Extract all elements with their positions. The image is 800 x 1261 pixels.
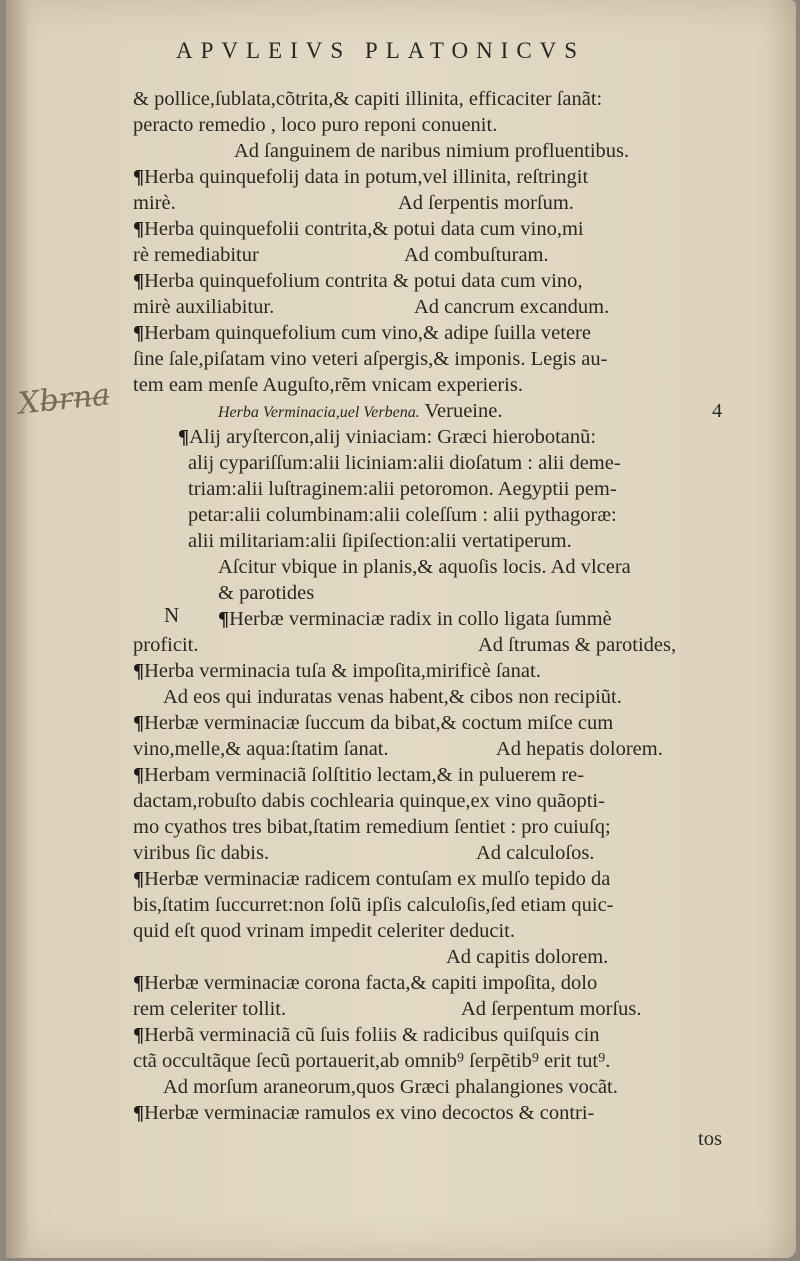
- line-text: Herba quinquefolij data in potum,vel illinita, reſtringit: [144, 166, 589, 188]
- section-heading: Ad ſerpentis morſum.: [398, 192, 574, 214]
- text-line: [446, 944, 608, 970]
- line-text: Ad eos qui induratas venas habent,& cibos non recipiũt.: [163, 686, 622, 708]
- margin-annotation-handwritten: Xb̶r̶n̶a̶: [16, 377, 112, 422]
- line-text: Aſcitur vbique in planis,& aquoſis locis. Ad vlcera: [218, 556, 631, 578]
- line-text: petar:alii columbinam:alii coleſſum : alii pythagoræ:: [188, 504, 617, 526]
- line-text: Ad morſum araneorum,quos Græci phalangiones vocãt.: [163, 1076, 618, 1098]
- line-text: Alij aryſtercon,alij viniaciam: Græci hierobotanũ:: [189, 426, 597, 448]
- line-text: & parotides: [218, 582, 315, 604]
- line-text: vino,melle,& aqua:ſtatim ſanat.: [133, 738, 389, 760]
- paragraph-mark: ¶: [133, 1024, 145, 1046]
- running-header: APVLEIVS PLATONICVS: [176, 38, 586, 63]
- text-line: [133, 762, 584, 788]
- paragraph-mark: ¶: [133, 712, 145, 734]
- line-text: ctã occultãque ſecũ portauerit,ab omnib⁹ ſerpẽtib⁹ erit tut⁹.: [133, 1050, 611, 1072]
- paragraph-mark: ¶: [178, 426, 190, 448]
- text-line: [218, 398, 502, 424]
- text-line: [163, 1074, 618, 1100]
- text-line: [133, 710, 613, 736]
- line-text: Herba quinquefolium contrita & potui data cum vino,: [144, 270, 583, 292]
- text-line: [133, 216, 584, 242]
- section-heading: Ad hepatis dolorem.: [496, 738, 663, 760]
- section-heading: Ad combuſturam.: [404, 244, 549, 266]
- line-text: Herbæ verminaciæ corona facta,& capiti impoſita, dolo: [144, 972, 598, 994]
- paragraph-mark: ¶: [133, 868, 145, 890]
- text-line: [133, 632, 198, 658]
- line-text: Herba verminacia tuſa & impoſita,mirificè ſanat.: [144, 660, 541, 682]
- line-text: & pollice,ſublata,cõtrita,& capiti illinita, efficaciter ſanãt:: [133, 88, 603, 110]
- line-text: bis,ſtatim ſuccurret:non ſolũ ipſis calculoſis,ſed etiam quic-: [133, 894, 614, 916]
- line-text: Herbæ verminaciæ radicem contuſam ex mulſo tepido da: [144, 868, 611, 890]
- line-text: Herbæ verminaciæ radix in collo ligata ſummè: [229, 608, 612, 630]
- text-line: [133, 970, 597, 996]
- line-text: mirè.: [133, 192, 176, 214]
- text-line: [133, 190, 176, 216]
- text-line: [133, 918, 515, 944]
- text-line: [133, 996, 286, 1022]
- paragraph-mark: ¶: [218, 608, 230, 630]
- line-text: alii militariam:alii ſipiſection:alii vertatiperum.: [188, 530, 572, 552]
- line-text: tem eam menſe Auguſto,rẽm vnicam experieris.: [133, 374, 523, 396]
- line-text: rem celeriter tollit.: [133, 998, 287, 1020]
- text-line: [218, 554, 631, 580]
- text-line: [188, 528, 572, 554]
- line-text: Ad ſanguinem de naribus nimium profluentibus.: [234, 140, 630, 162]
- paragraph-mark: ¶: [133, 660, 145, 682]
- line-text: proficit.: [133, 634, 199, 656]
- text-line: [133, 294, 274, 320]
- margin-note: N: [164, 603, 180, 627]
- line-text: Herbam verminaciã ſolſtitio lectam,& in puluerem re-: [144, 764, 585, 786]
- text-line: [188, 502, 617, 528]
- text-line: [133, 658, 541, 684]
- line-text: alij cypariſſum:alii liciniam:alii dioſatum : alii deme-: [188, 452, 621, 474]
- text-line: [698, 1126, 722, 1152]
- line-text: Herbæ verminaciæ ſuccum da bibat,& coctum miſce cum: [144, 712, 614, 734]
- line-text: mirè auxiliabitur.: [133, 296, 275, 318]
- section-heading: Ad calculoſos.: [476, 842, 595, 864]
- line-text: tos: [698, 1128, 722, 1150]
- line-text: mo cyathos tres bibat,ſtatim remedium ſentiet : pro cuiuſq;: [133, 816, 611, 838]
- text-line: [133, 86, 602, 112]
- section-heading: Ad cancrum excandum.: [414, 296, 610, 318]
- text-line: [234, 138, 629, 164]
- text-line: [133, 814, 611, 840]
- section-number: 4: [712, 400, 723, 422]
- text-line: [133, 242, 259, 268]
- page-gutter: [6, 0, 28, 1258]
- text-line: [188, 476, 617, 502]
- line-text: triam:alii luſtraginem:alii petoromon. Aegyptii pem-: [188, 478, 617, 500]
- paragraph-mark: ¶: [133, 972, 145, 994]
- section-heading: Ad ſtrumas & parotides,: [478, 634, 677, 656]
- text-line: [133, 346, 607, 372]
- text-line: [133, 268, 582, 294]
- line-text: rè remediabitur: [133, 244, 259, 266]
- line-text: quid eſt quod vrinam impedit celeriter deducit.: [133, 920, 515, 942]
- line-text: Ad capitis dolorem.: [446, 946, 609, 968]
- text-line: [178, 424, 596, 450]
- paragraph-mark: ¶: [133, 764, 145, 786]
- text-line: [133, 1022, 600, 1048]
- text-line: [188, 450, 621, 476]
- line-text: peracto remedio , loco puro reponi conuenit.: [133, 114, 498, 136]
- text-line: [133, 788, 605, 814]
- line-text: dactam,robuſto dabis cochlearia quinque,ex vino quãopti-: [133, 790, 605, 812]
- text-line: [163, 684, 622, 710]
- text-line: [133, 840, 269, 866]
- text-line: [133, 164, 588, 190]
- section-title: Herba Verminacia,uel Verbena.: [218, 404, 420, 421]
- text-line: [133, 866, 610, 892]
- paragraph-mark: ¶: [133, 322, 145, 344]
- text-line: [133, 372, 523, 398]
- paragraph-mark: ¶: [133, 218, 145, 240]
- line-text: Herbã verminaciã cũ ſuis foliis & radicibus quiſquis cin: [144, 1024, 600, 1046]
- book-page: [6, 0, 796, 1258]
- text-line: [133, 320, 591, 346]
- line-text: viribus ſic dabis.: [133, 842, 270, 864]
- line-text: Herbam quinquefolium cum vino,& adipe ſuilla vetere: [144, 322, 591, 344]
- line-text: Herbæ verminaciæ ramulos ex vino decoctos & contri-: [144, 1102, 595, 1124]
- line-text: Verueine.: [419, 400, 503, 422]
- text-line: [218, 606, 612, 632]
- text-line: [133, 112, 497, 138]
- text-line: [133, 1048, 610, 1074]
- paragraph-mark: ¶: [133, 270, 145, 292]
- line-text: ſine ſale,piſatam vino veteri aſpergis,& imponis. Legis au-: [133, 348, 608, 370]
- text-line: [133, 892, 614, 918]
- paragraph-mark: ¶: [133, 166, 145, 188]
- text-line: [133, 736, 389, 762]
- paragraph-mark: ¶: [133, 1102, 145, 1124]
- text-line: [218, 580, 314, 606]
- section-heading: Ad ſerpentum morſus.: [461, 998, 642, 1020]
- line-text: Herba quinquefolii contrita,& potui data cum vino,mi: [144, 218, 584, 240]
- text-line: [133, 1100, 594, 1126]
